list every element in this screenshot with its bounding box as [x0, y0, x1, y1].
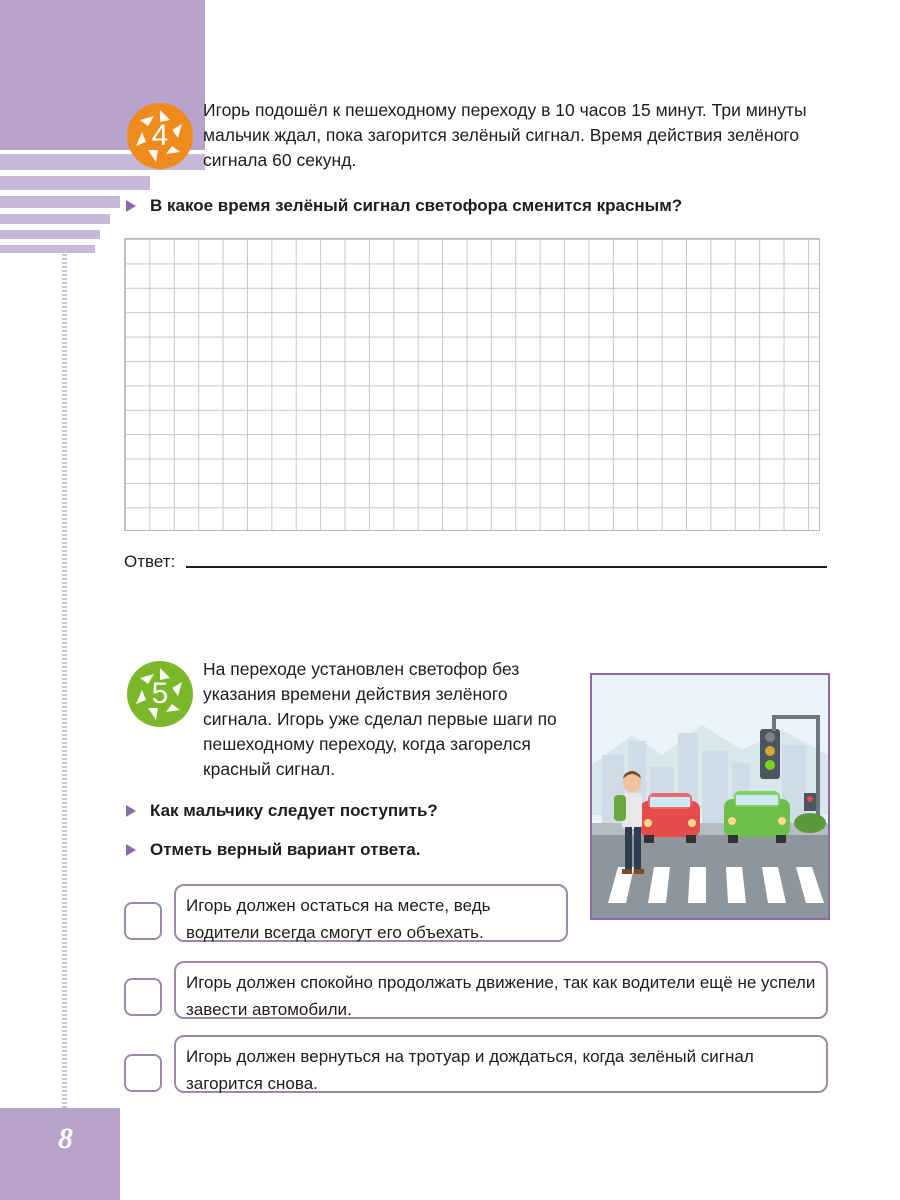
triangle-bullet-icon [126, 805, 136, 817]
crosswalk-scene-image [592, 675, 828, 918]
decor-stripe [0, 214, 110, 224]
task-4-badge [126, 102, 194, 170]
option-1-checkbox[interactable] [124, 902, 162, 940]
task-5-question-1 [126, 801, 438, 821]
triangle-bullet-icon [126, 200, 136, 212]
decor-stripe [0, 196, 120, 208]
option-2-text: Игорь должен спокойно продолжать движение, так как водители ещё не успели завести автомобили. [186, 973, 816, 1019]
decor-stripe [0, 176, 150, 190]
task-4-number: 4 [151, 119, 169, 152]
option-3-box[interactable] [174, 1035, 828, 1093]
task-5-question-1-text: Как мальчику следует поступить? [150, 801, 438, 820]
page-number: 8 [58, 1122, 73, 1155]
option-2-box[interactable] [174, 961, 828, 1019]
task-4-question-text: В какое время зелёный сигнал светофора сменится красным? [150, 196, 683, 215]
answer-grid[interactable] [124, 238, 820, 531]
decor-dotted-line [62, 250, 67, 1110]
triangle-bullet-icon [126, 844, 136, 856]
option-2-checkbox[interactable] [124, 978, 162, 1016]
decor-stripe [0, 230, 100, 239]
option-3-checkbox[interactable] [124, 1054, 162, 1092]
answer-input-line[interactable] [186, 566, 827, 568]
task-5-text: На переходе установлен светофор без указания времени действия зелёного сигнала. Игорь уже сделал первые шаги по пешеходному переходу, когда загорелся красный сигнал. [203, 659, 557, 779]
option-3-text: Игорь должен вернуться на тротуар и дождаться, когда зелёный сигнал загорится снова. [186, 1047, 754, 1093]
option-1-text: Игорь должен остаться на месте, ведь водители всегда смогут его объехать. [186, 896, 491, 942]
task-5-number: 5 [151, 677, 169, 710]
task-5-question-2-text: Отметь верный вариант ответа. [150, 840, 421, 859]
task-4-text: Игорь подошёл к пешеходному переходу в 10 часов 15 минут. Три минуты мальчик ждал, пока загорится зелёный сигнал. Время действия зелёного сигнала 60 секунд. [203, 100, 807, 170]
answer-label: Ответ: [124, 552, 176, 571]
task-5-question-2 [126, 840, 420, 860]
option-1-box[interactable] [174, 884, 568, 942]
decor-stripe [0, 245, 95, 253]
crosswalk-illustration [590, 673, 830, 920]
task-4-question [126, 196, 682, 216]
task-5-badge [126, 660, 194, 728]
